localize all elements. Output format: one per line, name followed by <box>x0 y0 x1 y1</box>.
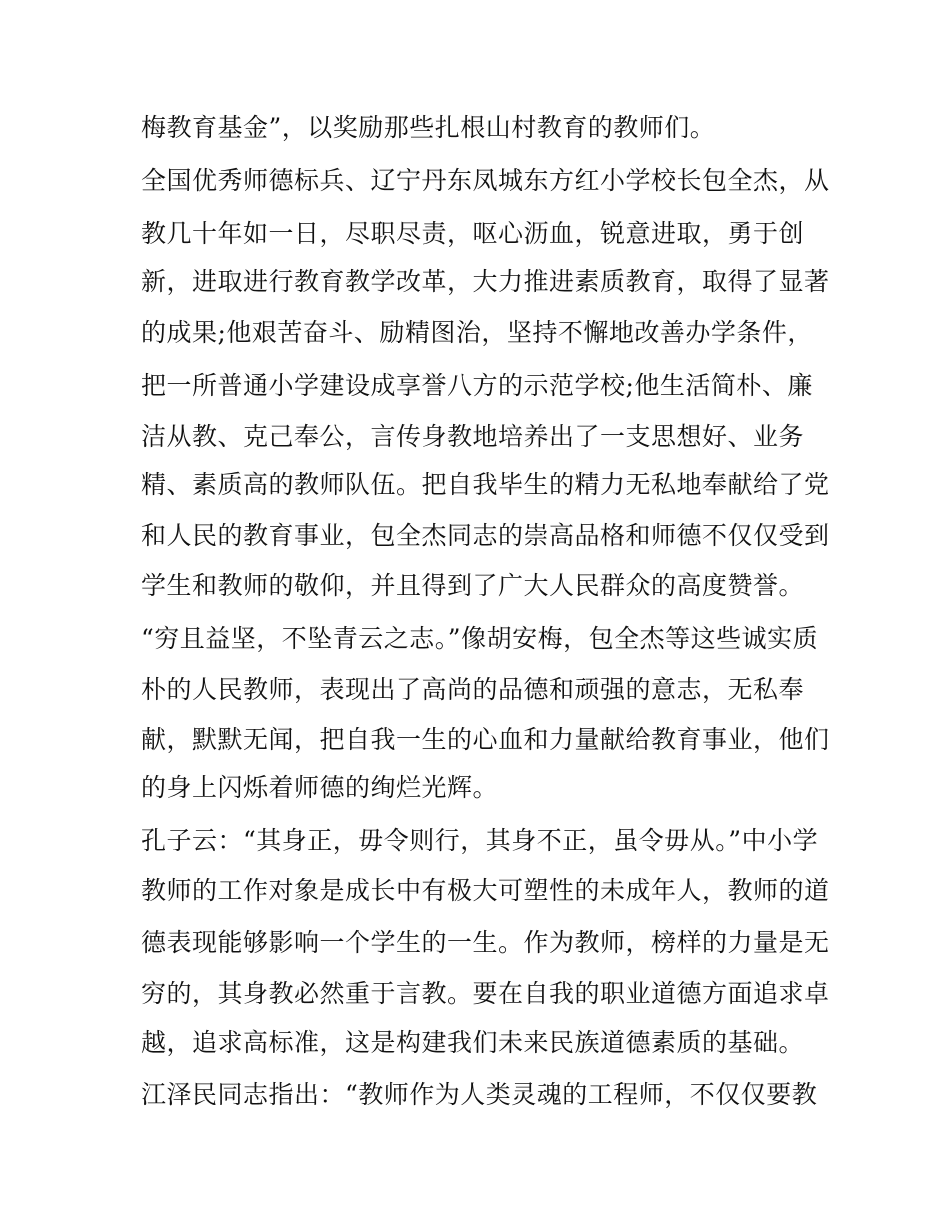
text-line: 洁从教、克己奉公，言传身教地培养出了一支思想好、业务 <box>141 422 805 451</box>
text-line: 梅教育基金”，以奖励那些扎根山村教育的教师们。 <box>141 113 716 142</box>
text-line: 的身上闪烁着师德的绚烂光辉。 <box>141 773 499 802</box>
text-line: 和人民的教育事业，包全杰同志的崇高品格和师德不仅仅受到 <box>141 521 830 550</box>
text-line: 的成果;他艰苦奋斗、励精图治，坚持不懈地改善办学条件， <box>141 318 813 347</box>
text-line: 孔子云：“其身正，毋令则行，其身不正，虽令毋从。”中小学 <box>141 826 819 855</box>
text-line: 学生和教师的敬仰，并且得到了广大人民群众的高度赞誉。 <box>141 571 805 600</box>
text-line: 朴的人民教师，表现出了高尚的品德和顽强的意志，无私奉 <box>141 675 805 704</box>
text-line: 德表现能够影响一个学生的一生。作为教师，榜样的力量是无 <box>141 928 830 957</box>
text-line: 江泽民同志指出：“教师作为人类灵魂的工程师，不仅仅要教 <box>141 1080 818 1109</box>
text-line: 越，追求高标准，这是构建我们未来民族道德素质的基础。 <box>141 1028 805 1057</box>
text-line: “穷且益坚，不坠青云之志。”像胡安梅，包全杰等这些诚实质 <box>141 624 819 653</box>
text-line: 全国优秀师德标兵、辽宁丹东凤城东方红小学校长包全杰，从 <box>141 166 830 195</box>
text-line: 献，默默无闻，把自我一生的心血和力量献给教育事业，他们 <box>141 725 830 754</box>
text-line: 穷的，其身教必然重于言教。要在自我的职业道德方面追求卓 <box>141 979 830 1008</box>
text-line: 精、素质高的教师队伍。把自我毕生的精力无私地奉献给了党 <box>141 470 830 499</box>
text-line: 教师的工作对象是成长中有极大可塑性的未成年人，教师的道 <box>141 876 830 905</box>
text-line: 教几十年如一日，尽职尽责，呕心沥血，锐意进取，勇于创 <box>141 219 805 248</box>
text-line: 把一所普通小学建设成享誉八方的示范学校;他生活简朴、廉 <box>141 371 813 400</box>
text-line: 新，进取进行教育教学改革，大力推进素质教育，取得了显著 <box>141 267 830 296</box>
